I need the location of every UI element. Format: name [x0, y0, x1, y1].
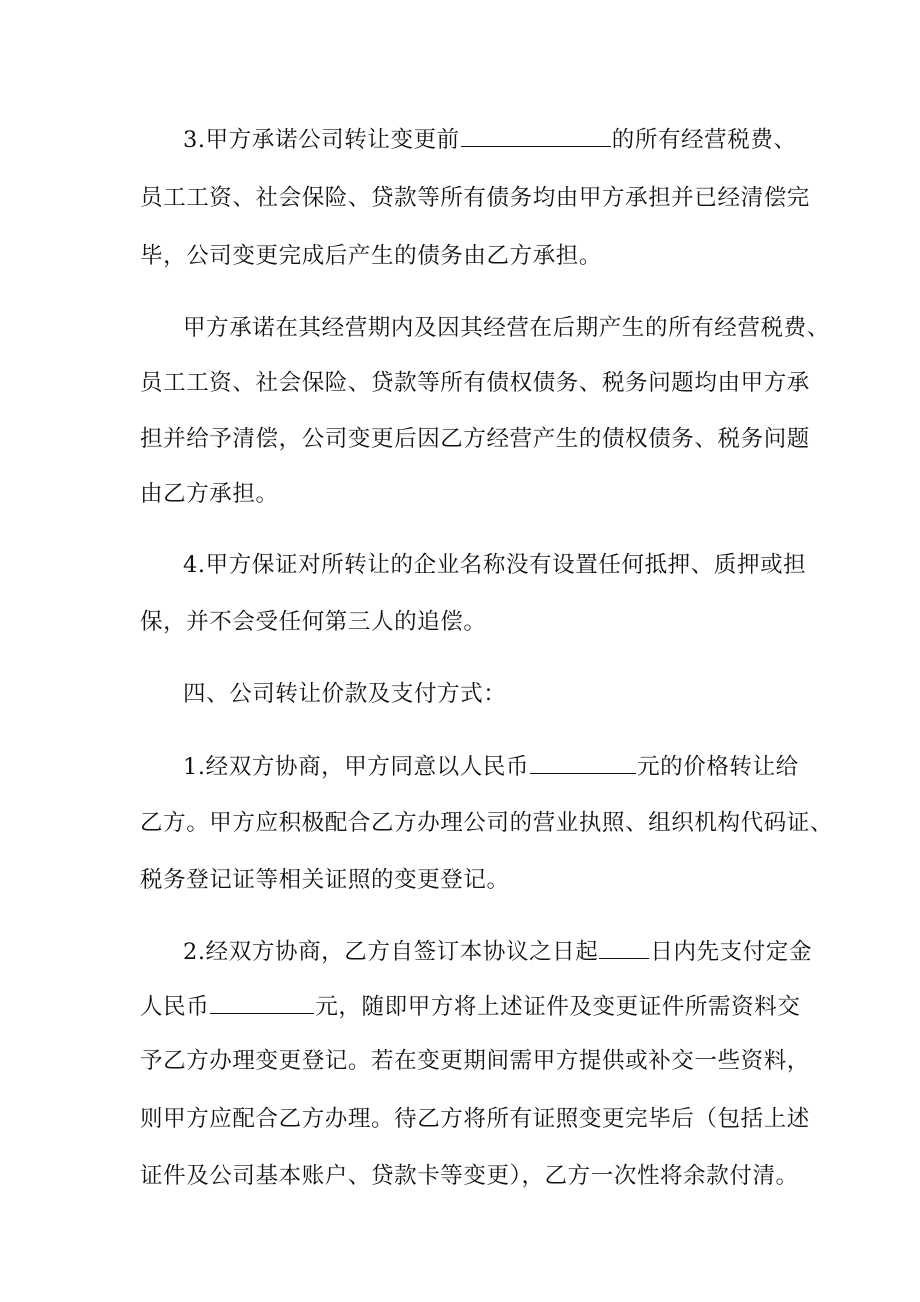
- text-line: 保，并不会受任何第三人的追偿。: [140, 609, 487, 635]
- text-line: 员工工资、社会保险、贷款等所有债务均由甲方承担并已经清偿完: [140, 185, 810, 211]
- text-segment: 日内先支付定金: [650, 939, 813, 965]
- text-line: 毕，公司变更完成后产生的债务由乙方承担。: [140, 243, 603, 269]
- text-line: 证件及公司基本账户、贷款卡等变更），乙方一次性将余款付清。: [140, 1163, 799, 1189]
- text-segment: 的所有经营税费、: [611, 127, 797, 153]
- fill-in-blank: [530, 751, 636, 774]
- text-line: 4.甲方保证对所转让的企业名称没有设置任何抵押、质押或担: [183, 552, 807, 578]
- fill-in-blank: [461, 124, 611, 147]
- text-line: 乙方。甲方应积极配合乙方办理公司的营业执照、组织机构代码证、: [140, 810, 834, 836]
- text-line: 由乙方承担。: [140, 481, 279, 507]
- text-segment: 1.经双方协商，甲方同意以人民币: [183, 754, 530, 780]
- text-line: 员工工资、社会保险、贷款等所有债权债务、税务问题均由甲方承: [140, 370, 810, 396]
- section-title: 四、公司转让价款及支付方式：: [183, 681, 507, 707]
- text-segment: 元的价格转让给: [637, 754, 799, 780]
- text-line: 担并给予清偿，公司变更后因乙方经营产生的债权债务、税务问题: [140, 426, 810, 452]
- text-line: [183, 751, 799, 781]
- text-segment: 3.甲方承诺公司转让变更前: [183, 127, 460, 153]
- text-segment: 2.经双方协商，乙方自签订本协议之日起: [183, 939, 599, 965]
- text-line: [183, 936, 812, 966]
- text-line: 予乙方办理变更登记。若在变更期间需甲方提供或补交一些资料，: [140, 1048, 810, 1074]
- text-segment: 人民币: [140, 994, 210, 1020]
- text-line: 税务登记证等相关证照的变更登记。: [140, 867, 510, 893]
- fill-in-blank: [210, 991, 314, 1014]
- text-line: 则甲方应配合乙方办理。待乙方将所有证照变更完毕后（包括上述: [140, 1106, 810, 1132]
- fill-in-blank: [599, 936, 649, 959]
- text-segment: 元，随即甲方将上述证件及变更证件所需资料交: [315, 994, 801, 1020]
- text-line: [140, 991, 800, 1021]
- text-line: 甲方承诺在其经营期内及因其经营在后期产生的所有经营税费、: [183, 315, 830, 341]
- text-line: [183, 124, 797, 154]
